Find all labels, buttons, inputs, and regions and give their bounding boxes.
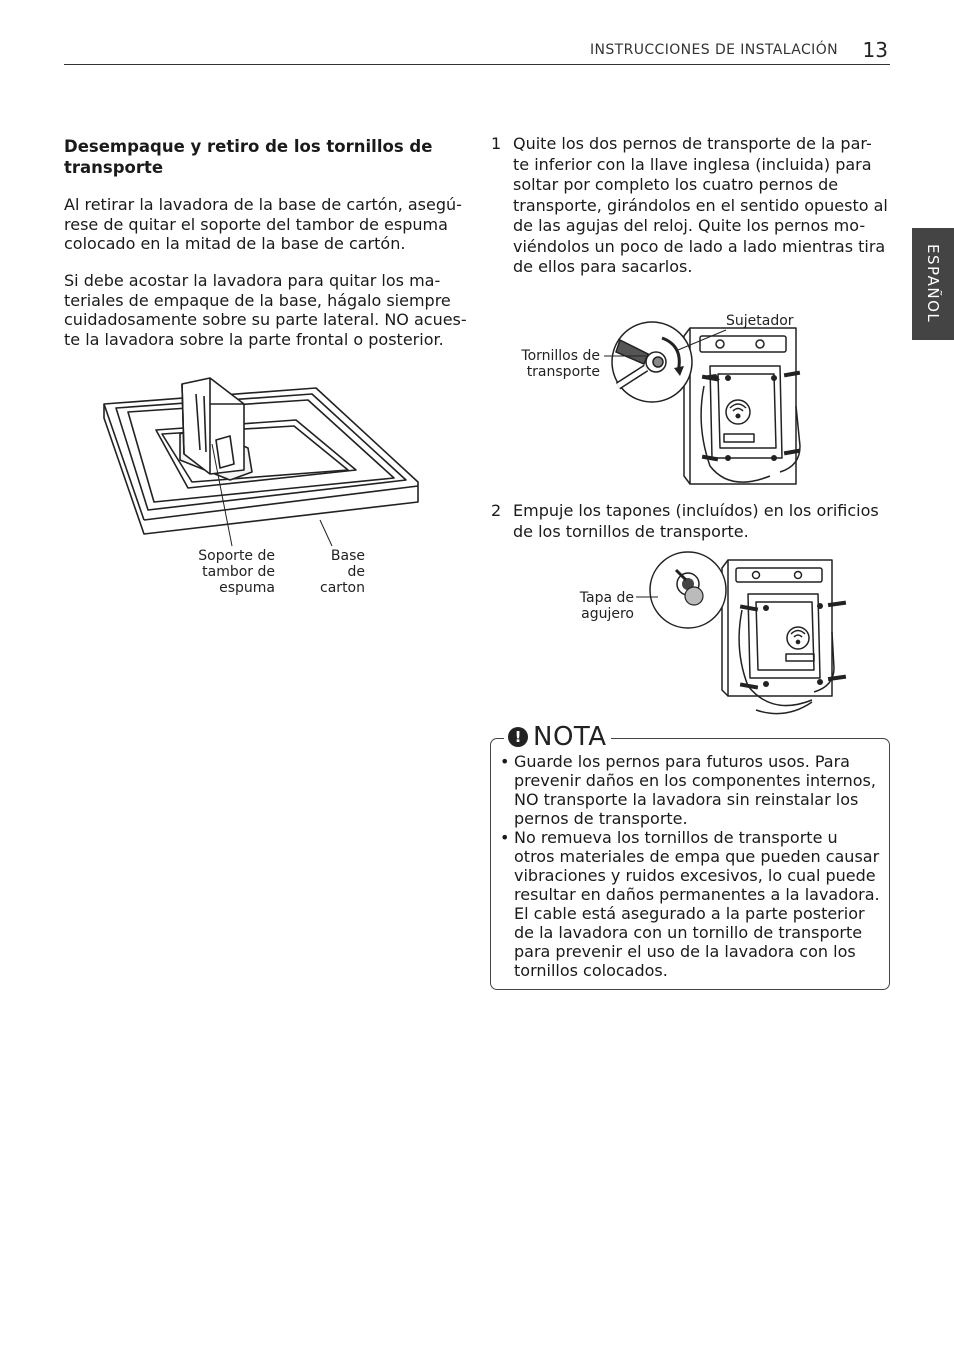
step2-number: 2 — [491, 501, 502, 520]
page-number: 13 — [862, 38, 888, 62]
section-title: Desempaque y retiro de los tornillos de transporte — [64, 137, 433, 177]
note-heading — [504, 722, 611, 752]
step2-text: Empuje los tapones (incluídos) en los orificios de los tornillos de transporte. — [513, 501, 879, 541]
paragraph-lay-down: Si debe acostar la lavadora para quitar los ma- teriales de empaque de la base, hágalo siempre cuidadosamente sobre su parte lateral. NO acues- te la lavadora sobre la parte frontal o posterior. — [64, 271, 467, 349]
step1-number: 1 — [491, 134, 502, 153]
paragraph-cardboard-base: Al retirar la lavadora de la base de cartón, asegú- rese de quitar el soporte del tambor de espuma colocado en la mitad de la base de cartón. — [64, 195, 462, 253]
label-hole-cap: Tapa de agujero — [579, 590, 634, 622]
washer-caps-illustration — [636, 550, 856, 726]
label-foam-support: Soporte de tambor de espuma — [198, 548, 275, 596]
note-title: NOTA — [533, 722, 607, 752]
language-tab-label: ESPAÑOL — [924, 244, 942, 324]
step1-text: Quite los dos pernos de transporte de la par- te inferior con la llave inglesa (incluida) para soltar por completo los cuatro pernos de transporte, girándolos en el sentido opuesto al de las agujas del reloj. Quite los pernos mo- viéndolos un poco de lado a lado mientras tira de ellos para sacarlos. — [513, 134, 888, 276]
header-rule — [64, 64, 890, 65]
language-tab — [912, 228, 954, 340]
note-item: • No remueva los tornillos de transporte u otros materiales de empa que pueden causar vibraciones y ruidos excesivos, lo cual puede resultar en daños permanentes a la lavadora. El cable está asegurado a la parte posterior de la lavadora con un tornillo de transporte para prevenir el uso de la lavadora con los tornillos colocados. — [500, 828, 884, 980]
cardboard-base-illustration — [100, 374, 430, 554]
note-list — [500, 752, 884, 980]
label-cardboard-base: Base de carton — [320, 548, 365, 596]
note-item: • Guarde los pernos para futuros usos. Para prevenir daños en los componentes internos, NO transporte la lavadora sin reinstalar los pernos de transporte. — [500, 752, 884, 828]
label-holder: Sujetador — [726, 313, 794, 329]
washer-back-bolts-illustration — [600, 316, 820, 492]
label-transport-bolts: Tornillos de transporte — [521, 348, 600, 380]
header-title: INSTRUCCIONES DE INSTALACIÓN — [589, 42, 838, 58]
exclamation-icon: ! — [508, 727, 528, 747]
